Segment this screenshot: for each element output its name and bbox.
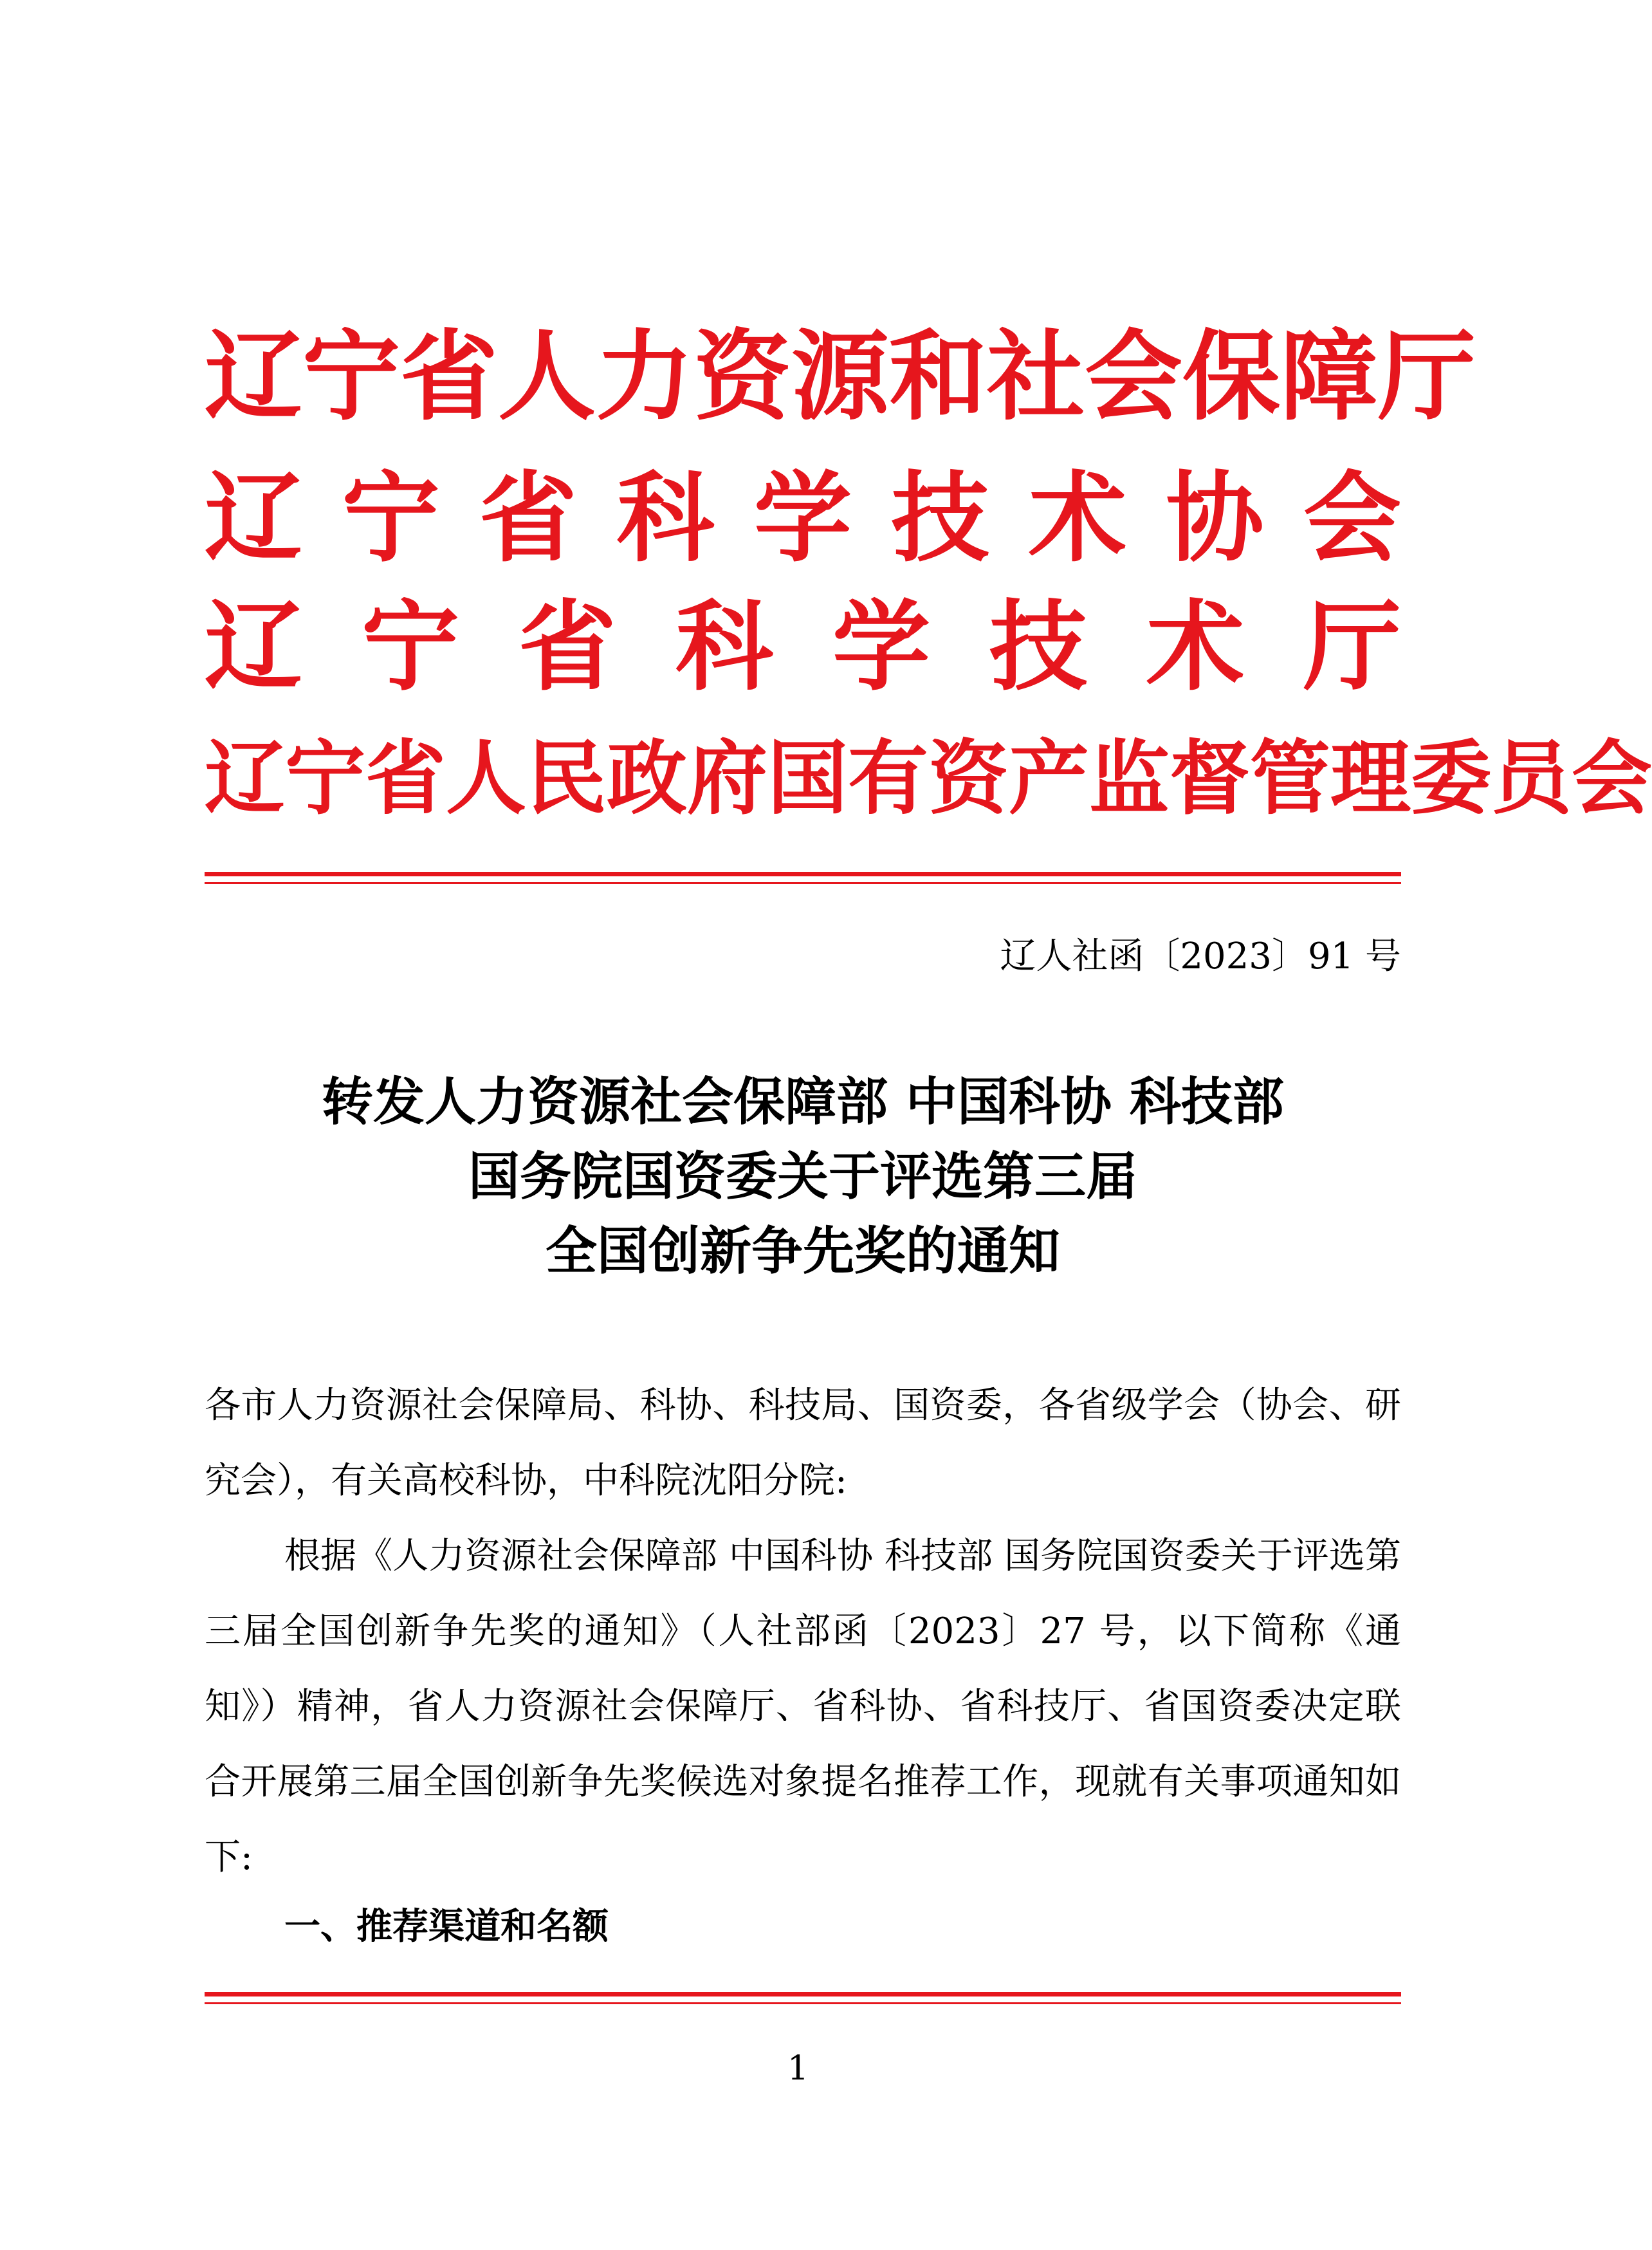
issuer-char: 省 [400, 318, 498, 434]
issuer-char: 源 [791, 318, 889, 434]
issuer-char: 社 [987, 318, 1085, 434]
issuer-char: 理 [1330, 732, 1411, 825]
issuer-char: 辽 [205, 732, 285, 825]
issuer-char: 政 [607, 732, 687, 825]
salutation: 各市人力资源社会保障局、科协、科技局、国资委，各省级学会（协会、研究会），有关高校科协，中科院沈阳分院: [205, 1385, 1401, 1502]
issuer-char: 科 [616, 460, 715, 575]
issuer-char: 学 [832, 589, 930, 704]
issuer-line-science-department [205, 589, 1401, 704]
issuer-char: 辽 [205, 460, 302, 575]
issuer-char: 技 [891, 460, 989, 575]
issuer-char: 委 [1411, 732, 1491, 825]
document-title [205, 1065, 1401, 1289]
issuer-line-science-association [205, 460, 1401, 575]
title-line-2: 国务院国资委关于评选第三届 [468, 1147, 1137, 1206]
issuer-char: 宁 [342, 460, 440, 575]
issuer-char: 障 [1280, 318, 1378, 434]
issuer-char: 保 [1182, 318, 1280, 434]
issuer-char: 有 [848, 732, 928, 825]
issuer-char: 辽 [205, 318, 302, 434]
page-number: 1 [787, 2049, 809, 2088]
issuer-char: 厅 [1303, 589, 1401, 704]
issuer-char: 会 [1572, 732, 1652, 825]
issuer-char: 宁 [362, 589, 459, 704]
issuer-char: 省 [365, 732, 446, 825]
footer-red-rule [205, 1992, 1401, 2004]
issuer-char: 协 [1166, 460, 1264, 575]
issuer-line-hrss [205, 318, 1476, 434]
issuer-char: 监 [1089, 732, 1170, 825]
issuer-char: 术 [1146, 589, 1244, 704]
rule-thick-line [205, 872, 1401, 876]
issuer-char: 员 [1491, 732, 1572, 825]
issuer-char: 国 [767, 732, 848, 825]
issuer-char: 会 [1085, 318, 1182, 434]
issuer-char: 科 [675, 589, 773, 704]
issuer-char: 力 [596, 318, 693, 434]
issuer-char: 人 [498, 318, 596, 434]
issuer-char: 府 [687, 732, 767, 825]
issuer-char: 督 [1170, 732, 1250, 825]
section-heading-1: 一、推荐渠道和名额 [284, 1906, 609, 1948]
issuer-char: 和 [889, 318, 987, 434]
issuer-char: 民 [526, 732, 607, 825]
issuer-char: 术 [1029, 460, 1126, 575]
issuer-char: 技 [989, 589, 1087, 704]
issuer-char: 资 [928, 732, 1009, 825]
title-line-3: 全国创新争先奖的通知 [546, 1221, 1060, 1281]
issuer-char: 省 [479, 460, 577, 575]
issuer-char: 学 [754, 460, 852, 575]
document-number: 辽人社函〔2023〕91 号 [1000, 936, 1401, 977]
issuer-char: 会 [1303, 460, 1401, 575]
issuer-line-sasac [205, 724, 1652, 833]
issuer-char: 人 [446, 732, 526, 825]
issuer-char: 资 [693, 318, 791, 434]
rule-thin-line [205, 2002, 1401, 2004]
rule-thick-line [205, 1992, 1401, 1996]
title-line-1: 转发人力资源社会保障部 中国科协 科技部 [322, 1072, 1284, 1132]
issuer-char: 产 [1009, 732, 1089, 825]
rule-thin-line [205, 882, 1401, 884]
issuer-char: 省 [519, 589, 616, 704]
issuer-char: 宁 [285, 732, 365, 825]
issuer-char: 辽 [205, 589, 302, 704]
issuer-char: 厅 [1378, 318, 1476, 434]
header-red-rule [205, 872, 1401, 884]
paragraph-intro: 根据《人力资源社会保障部 中国科协 科技部 国务院国资委关于评选第三届全国创新争先奖的通知》（人社部函〔2023〕27 号，以下简称《通知》）精神，省人力资源社会保障厅、省科协、省科技厅、省国资委决定联合开展第三届全国创新争先奖候选对象提名推荐工作，现就有关事项通知如下: [205, 1535, 1401, 1878]
issuer-char: 宁 [302, 318, 400, 434]
issuer-char: 管 [1250, 732, 1330, 825]
